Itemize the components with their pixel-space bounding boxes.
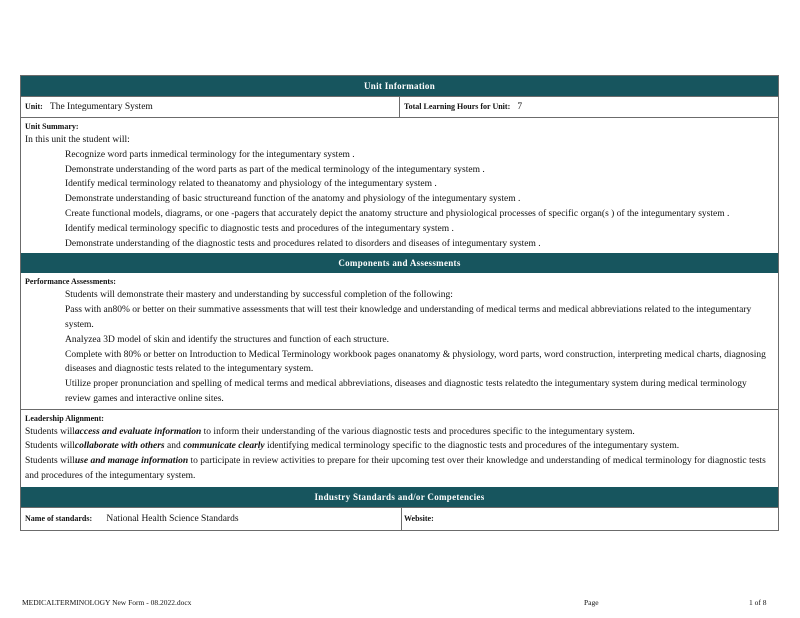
footer-filename: MEDICALTERMINOLOGY New Form - 08.2022.docx	[22, 598, 192, 607]
leadership-line: Students willaccess and evaluate information to inform their understanding of the various diagnostic tests and procedures specific to the integumentary system.	[25, 426, 635, 437]
list-item: Demonstrate understanding of the word parts as part of the medical terminology of the integumentary system .	[65, 164, 485, 175]
hours-value: 7	[517, 102, 523, 112]
list-item: Pass with an80% or better on their summative assessments that will test their knowledge and understanding of medical terms and medical abbreviations related to the integumentary system.	[65, 305, 752, 330]
footer-page-number: 1 of 8	[749, 598, 767, 607]
list-item: Utilize proper pronunciation and spelling of medical terms and medical abbreviations, diseases and diagnostic tests relatedto the integumentary system during medical terminology review games and interactive online sites.	[65, 379, 747, 404]
leadership-alignment-label: Leadership Alignment:	[25, 413, 104, 423]
list-item: Demonstrate understanding of basic structureand function of the anatomy and physiology of the integumentary system .	[65, 194, 521, 205]
footer-page-label: Page	[584, 598, 599, 607]
leadership-line: Students willcollaborate with others and communicate clearly identifying medical terminology specific to the diagnostic tests and procedures of the integumentary system.	[25, 441, 680, 452]
unit-row	[21, 96, 778, 118]
emphasis-text: use and manage information	[74, 456, 189, 467]
unit-summary-intro: In this unit the student will:	[25, 135, 130, 145]
leadership-alignment-section	[21, 409, 778, 487]
performance-assessments-section	[21, 273, 778, 408]
website-cell	[402, 508, 778, 530]
hours-cell	[400, 97, 778, 117]
unit-summary-label: Unit Summary:	[25, 122, 79, 131]
emphasis-text: collaborate with others	[74, 441, 165, 452]
standards-name-label: Name of standards:	[25, 513, 93, 523]
list-item: Students will demonstrate their mastery and understanding by successful completion of the following:	[65, 290, 453, 301]
list-item: Create functional models, diagrams, or one -pagers that accurately depict the anatomy structure and physiological processes of specific organ(s ) of the integumentary system .	[65, 208, 730, 219]
standards-name-cell	[21, 508, 402, 530]
list-item: Complete with 80% or better on Introduction to Medical Terminology workbook pages onanatomy & physiology, word parts, word construction, interpreting medical charts, diagnosing diseases and diagnostic tests related to the integumentary system.	[65, 349, 766, 375]
list-item: Demonstrate understanding of the diagnostic tests and procedures related to disorders and diseases of integumentary system .	[65, 238, 541, 249]
standards-row	[21, 507, 778, 530]
performance-assessments-label: Performance Assessments:	[25, 277, 116, 287]
unit-summary-list	[25, 148, 774, 252]
unit-summary-section	[21, 118, 778, 253]
leadership-line: Students willuse and manage information to participate in review activities to prepare for their upcoming test over their knowledge and understanding of medical terminology for diagnostic tests and procedures of the integumentary system.	[25, 456, 766, 481]
unit-information-header: Unit Information	[21, 76, 778, 96]
list-item: Identify medical terminology specific to diagnostic tests and procedures of the integumentary system .	[65, 223, 454, 234]
emphasis-text: access and evaluate information	[74, 426, 202, 437]
list-item: Recognize word parts inmedical terminology for the integumentary system .	[65, 149, 355, 160]
unit-cell	[21, 97, 400, 117]
list-item: Identify medical terminology related to theanatomy and physiology of the integumentary system .	[65, 179, 437, 190]
website-label: Website:	[404, 513, 434, 523]
emphasis-text: communicate clearly	[183, 441, 265, 452]
list-item: Analyzea 3D model of skin and identify the structures and function of each structure.	[65, 334, 389, 345]
hours-label: Total Learning Hours for Unit:	[404, 102, 511, 111]
components-assessments-header: Components and Assessments	[21, 253, 778, 273]
unit-document	[20, 75, 779, 531]
industry-standards-header: Industry Standards and/or Competencies	[21, 487, 778, 507]
performance-list	[25, 288, 774, 406]
unit-value: The Integumentary System	[49, 102, 153, 112]
standards-name-value: National Health Science Standards	[106, 513, 239, 524]
unit-label: Unit:	[25, 102, 43, 111]
